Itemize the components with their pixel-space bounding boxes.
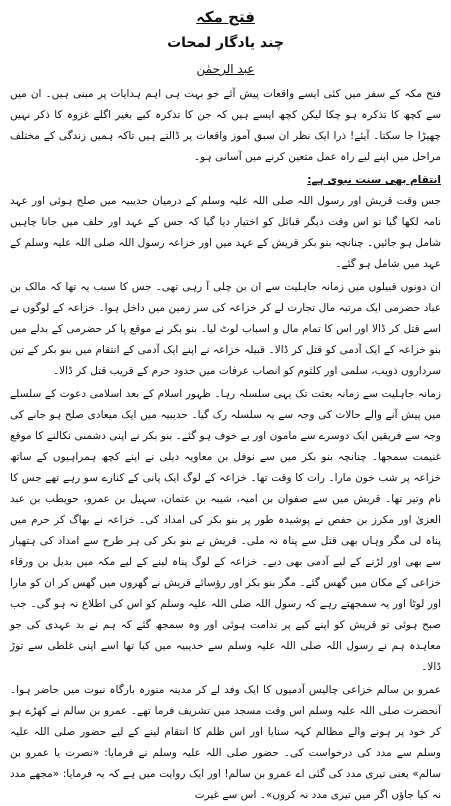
body-paragraph: جس وقت قریش اور رسول اللہ صلی اللہ علیہ وسلم کے درمیان حدیبیہ میں صلح ہوئی اور عہد نامہ لکھا گیا تو اس وقت دیگر قبائل کو اختیار دیا گیا کہ جس کے عہد اور حلف میں جانا چاہیں شامل ہو جائیں۔ چنانچہ بنو بکر قریش کے عہد میں اور خزاعہ رسول اللہ صلی اللہ علیہ وسلم کے عہد میں شامل ہو گئے۔ (10, 195, 441, 270)
body-paragraph: زمانہ جاہلیت سے زمانہ بعثت تک یہی سلسلہ رہا۔ ظہور اسلام کے بعد اسلامی دعوت کے سلسلے میں پیش آنے والے حالات کی وجہ سے یہ سلسلہ رک گیا۔ حدیبیہ میں ایک میعادی صلح ہو جانے کی وجہ سے فریقین ایک دوسرے سے مامون اور بے خوف ہو گئے۔ بنو بکر نے اپنی دشمنی نکالنے کا موقع غنیمت سمجھا۔ چنانچہ بنو بکر میں سے نوفل بن معاویہ دیلی نے اپنے کچھ ہمراہیوں کے ساتھ خزاعہ پر شب خون مارا۔ رات کا وقت تھا۔ خزاعہ کے لوگ ایک پانی کے کنارے سو رہے تھے جس کا نام وتیر تھا۔ قریش میں سے صفوان بن امیہ، شیبہ بن عثمان، سہیل بن عمرو، حویطب بن عبد العزیٰ اور مکرز بن حفص نے پوشیدہ طور پر بنو بکر کی امداد کی۔ خزاعہ نے بھاگ کر حرم میں پناہ لی مگر وہاں بھی قتل سے پناہ نہ ملی۔ قریش نے بنو بکر کی ہر طرح سے امداد کی ہتھیار سے بھی اور لڑنے کے لیے آدمی بھی دیے۔ خزاعہ کے لوگ پناہ لینے کے لیے مکہ میں بدیل بن ورقاء خزاعی کے مکان میں گھس گئے۔ مگر بنو بکر اور رؤسائے قریش نے گھروں میں گھس کر ان کو مارا اور لوٹا اور یہ سمجھتے رہے کہ رسول اللہ صلی اللہ علیہ وسلم کو اس کی اطلاع نہ ہو گی۔ جب صبح ہوئی تو قریش کو اپنے کیے پر ندامت ہوئی اور وہ سمجھ گئے کہ ہم نے بد عہدی کی جو معاہدہ ہم نے رسول اللہ صلی اللہ علیہ وسلم سے حدیبیہ میں کیا تھا اسے اپنی غلطی سے توڑ ڈالا۔ (10, 388, 441, 673)
body-paragraph: عمرو بن سالم خزاعی چالیس آدمیوں کا ایک وفد لے کر مدینہ منورہ بارگاہ نبوت میں حاضر ہوا۔ آنحضرت صلی اللہ علیہ وسلم اس وقت مسجد میں تشریف فرما تھے۔ عمرو بن سالم نے کھڑے ہو کر خود پر ہونے والے مظالم کہہ سنایا اور اس ظلم کا انتقام لینے کے لیے حضور صلی اللہ علیہ وسلم سے مدد کی درخواست کی۔ حضور صلی اللہ علیہ وسلم نے فرمایا: «نصرت یا عمرو بن سالم» یعنی تیری مدد کی گئی اے عمرو بن سالم! اور ایک روایت میں ہے کہ یہ فرمایا: «مجھے مدد نہ کیا جاؤں اگر میں تیری مدد نہ کروں»۔ اس سے غیرت (10, 684, 441, 801)
article-subtitle: چند یادگار لمحات (167, 35, 284, 51)
article-title: فتح مکہ (196, 8, 255, 26)
intro-paragraph: فتح مکہ کے سفر میں کئی ایسے واقعات پیش آئے جو بہت ہی اہم ہدایات پر مبنی ہیں۔ ان میں سے کچھ کا تذکرہ ہو چکا لیکن کچھ ایسے ہیں کہ جن کا تذکرہ کیے بغیر اگلے غزوہ کا ذکر نہیں چھیڑا جا سکتا۔ آیئے! ذرا ایک نظر ان سبق آموز واقعات پر ڈالتے ہیں تاکہ ہمیں زندگی کے مختلف مراحل میں اپنے لیے راہ عمل متعین کرنے میں آسانی ہو۔ (10, 88, 441, 163)
section-heading: انتقام بھی سنت نبوی ہے: (307, 174, 441, 186)
body-paragraph: ان دونوں قبیلوں میں زمانہ جاہلیت سے ان بن چلی آ رہی تھی۔ جس کا سبب یہ تھا کہ مالک بن عباد حضرمی ایک مرتبہ مال تجارت لے کر خزاعہ کی سر زمین میں داخل ہوا۔ خزاعہ کے لوگوں نے اسے قتل کر ڈالا اور اس کا تمام مال و اسباب لوٹ لیا۔ بنو بکر نے موقع پا کر حضرمی کے بدلے میں بنو خزاعہ کے ایک آدمی کو قتل کر ڈالا۔ قبیلہ خزاعہ نے اپنے ایک آدمی کے انتقام میں بنو بکر کے تین سرداروں ذویب، سلمی اور کلثوم کو انصاب عرفات میں حدود حرم کے قریب قتل کر ڈالا۔ (10, 281, 441, 377)
article-author: عبد الرحمٰن (196, 62, 255, 76)
article-body (10, 84, 441, 806)
